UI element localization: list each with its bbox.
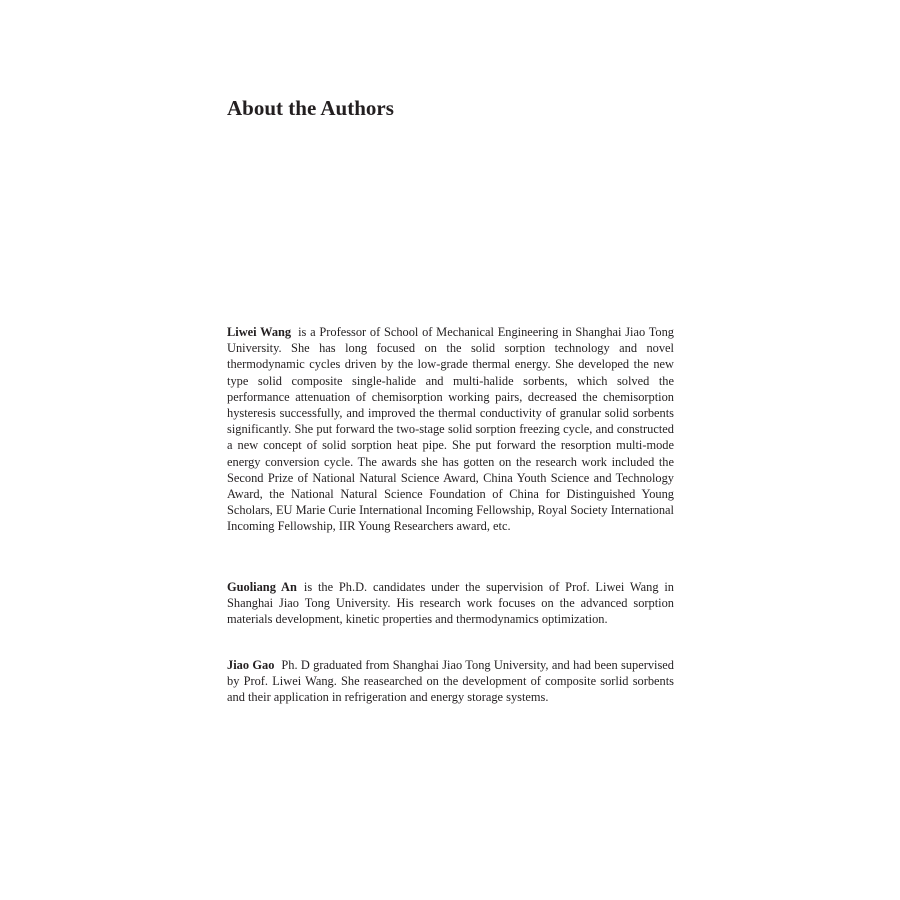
author-name: Guoliang An xyxy=(227,580,297,594)
section-title: About the Authors xyxy=(227,96,394,120)
author-bio-text: Ph. D graduated from Shanghai Jiao Tong University, and had been supervised by Prof. Liwei Wang. She reasearched on the development of composite sorlid sorbents and their application in refrigeration and energy storage systems. xyxy=(227,658,674,705)
author-name: Jiao Gao xyxy=(227,658,275,672)
author-name: Liwei Wang xyxy=(227,325,292,339)
author-bio-text: is the Ph.D. candidates under the supervision of Prof. Liwei Wang in Shanghai Jiao Tong University. His research work focuses on the advanced sorption materials development, kinetic properties and thermodynamics optimization. xyxy=(227,580,674,627)
author-bio-liwei-wang xyxy=(227,324,674,535)
author-bio-jiao-gao xyxy=(227,657,674,706)
author-bio-text: is a Professor of School of Mechanical Engineering in Shanghai Jiao Tong University. She has long focused on the solid sorption technology and novel thermodynamic cycles driven by the low-grade thermal energy. She developed the new type solid composite single-halide and multi-halide sorbents, which solved the performance attenuation of chemisorption working pairs, decreased the chemisorption hysteresis successfully, and improved the thermal conductivity of granular solid sorbents significantly. She put forward the two-stage solid sorption freezing cycle, and constructed a new concept of solid sorption heat pipe. She put forward the resorption multi-mode energy conversion cycle. The awards she has gotten on the research work included the Second Prize of National Natural Science Award, China Youth Science and Technology Award, the National Natural Science Foundation of China for Distinguished Young Scholars, EU Marie Curie International Incoming Fellowship, Royal Society International Incoming Fellowship, IIR Young Researchers award, etc. xyxy=(227,325,674,534)
author-bio-guoliang-an xyxy=(227,579,674,628)
